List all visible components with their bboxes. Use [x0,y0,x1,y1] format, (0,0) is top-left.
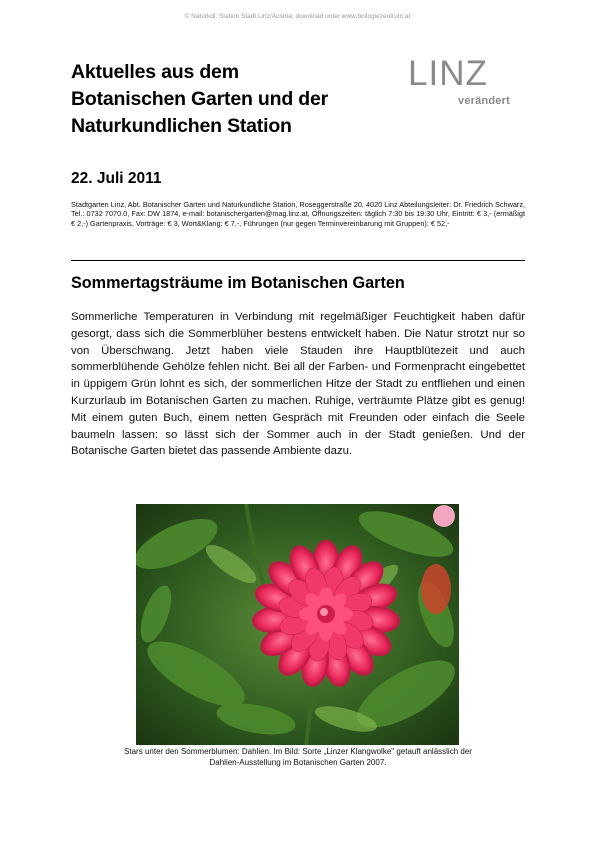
article-body: Sommerliche Temperaturen in Verbindung mit regelmäßiger Feuchtigkeit haben dafür gesorgt, dass sich die Sommerblüher bestens entwickelt haben. Die Natur strotzt nur so von Überschwang. Jetzt haben viele Stauden ihre Hauptblütezeit und auch sommerblühende Gehölze fehlen nicht. Bei all der Farben- und Formenpracht eingebettet in üppigem Grün lohnt es sich, der sommerlichen Hitze der Stadt zu entfliehen und einen Kurzurlaub im Botanischen Garten zu machen. Ruhige, verträumte Plätze gibt es genug! Mit einem guten Buch, einem netten Gespräch mit Freunden oder einfach die Seele baumeln lassen: so lässt sich der Sommer auch in der Stadt genießen. Und der Botanische Garten bietet das passende Ambiente dazu. [71,311,525,458]
address-block: Stadtgarten Linz, Abt. Botanischer Garten und Naturkundliche Station, Roseggerstraße 20, 4020 Linz Abteilungsleiter: Dr. Friedrich Schwarz, Tel.: 0732 7070.0, Fax: DW 1874, e-mail: botanischergarten@mag.linz.at, Öffnungszeiten: täglich 7:30 bis 19:30 Uhr, Eintritt: € 3,- (ermäßigt € 2,-) Gartenpraxis, Vorträge: € 3, Wort&Klang: € 7,-, Führungen (nur gegen Terminvereinbarung mit Gruppen): € 52,- [71,200,525,228]
title-line-3: Naturkundlichen Station [71,115,292,137]
dahlia-photo [136,504,459,745]
photo-caption [71,746,525,768]
document-title [71,59,391,140]
linz-logo-mark [408,55,518,95]
dahlia-photo-illustration [136,504,459,745]
issue-date: 22. Juli 2011 [71,170,162,187]
caption-line-1: Stars unter den Sommerblumen: Dahlien. Im Bild: Sorte „Linzer Klangwolke" getauft anlässlich der [124,747,472,756]
divider [71,260,525,261]
caption-line-2: Dahlien-Ausstellung im Botanischen Garten 2007. [209,758,387,767]
logo-tagline: verändert [458,95,510,107]
title-line-2: Botanischen Garten und der [71,88,329,110]
logo-word: LINZ [408,55,488,93]
title-line-1: Aktuelles aus dem [71,61,239,83]
section-heading: Sommertagsträume im Botanischen Garten [71,274,405,292]
copyright-notice: © Naturkdl. Station Stadt Linz/Austria; download unter www.biologiezentrum.at [184,13,411,20]
